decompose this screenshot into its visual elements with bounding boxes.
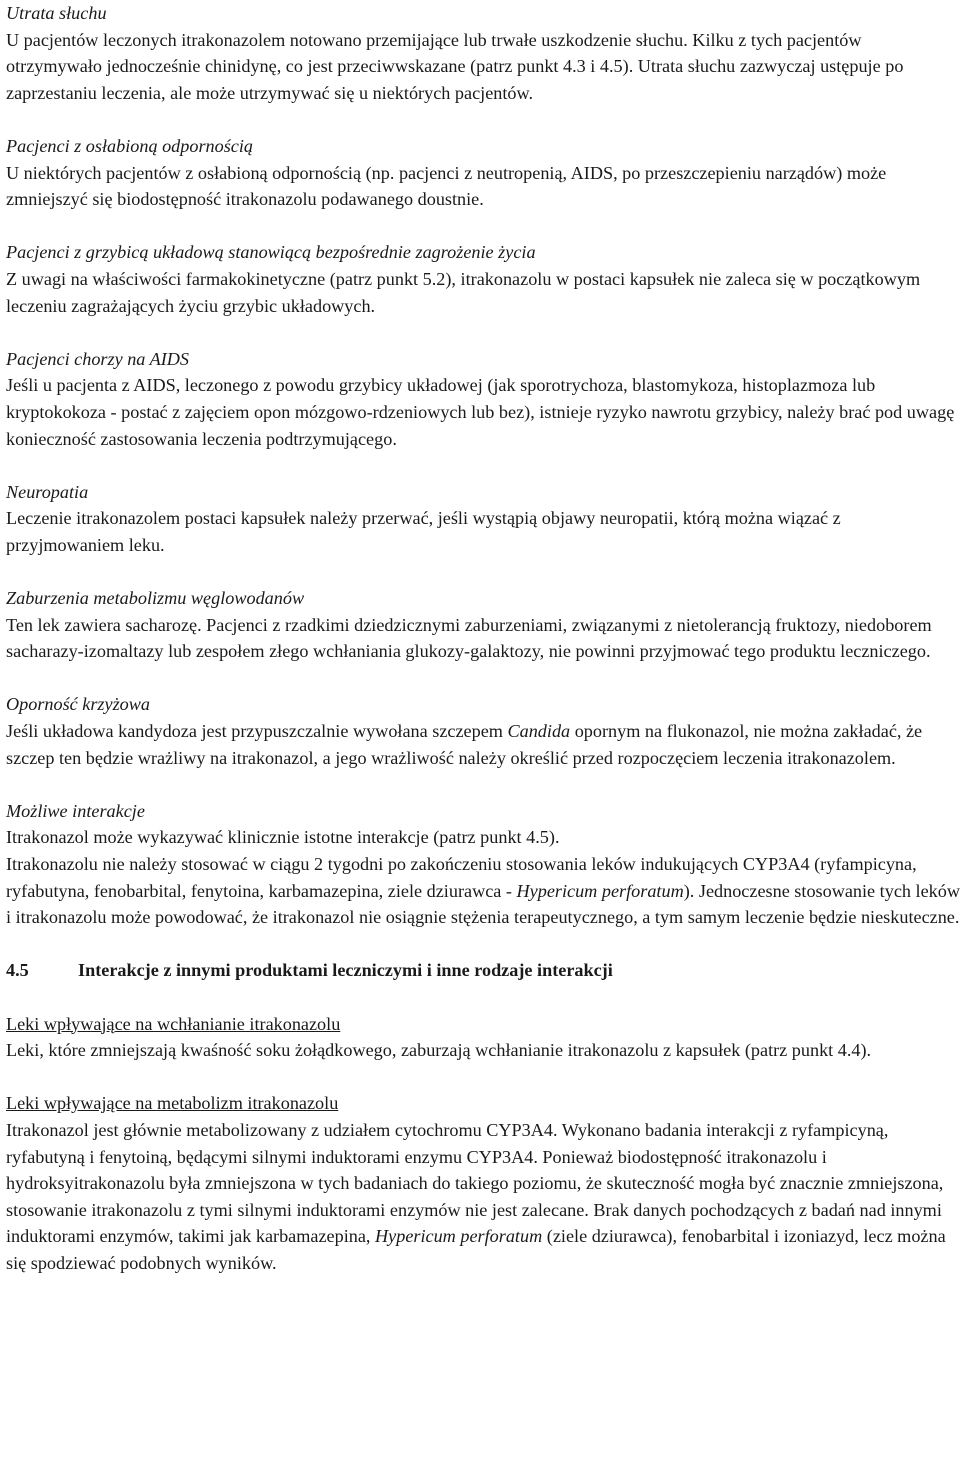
section-heading: Pacjenci z grzybicą układową stanowiącą bezpośrednie zagrożenie życia [6,242,536,263]
paragraph: Leki, które zmniejszają kwaśność soku żołądkowego, zaburzają wchłanianie itrakonazolu z kapsułek (patrz punkt 4.4). [6,1040,872,1061]
paragraph: Jeśli u pacjenta z AIDS, leczonego z powodu grzybicy układowej (jak sporotrychoza, blastomykoza, histoplazmoza lub kryptokokoza - postać z zajęciem opon mózgowo-rdzeniowych lub bez), istnieje ryzyko nawrotu grzybicy, należy brać pod uwagę konieczność zastosowania leczenia podtrzymującego. [6,375,955,449]
section-heading: Zaburzenia metabolizmu węglowodanów [6,588,305,609]
text-run: (ziele dziurawca), fenobarbital i izoniazyd, lecz można się spodziewać podobnych wyników. [6,1226,946,1273]
section-heading: Pacjenci chorzy na AIDS [6,348,190,369]
section-systemic-mycosis [6,239,960,319]
section-heading: Pacjenci z osłabioną odpornością [6,135,254,156]
section-title [6,957,960,984]
section-title-text: Interakcje z innymi produktami leczniczymi i inne rodzaje interakcji [78,960,613,981]
text-run: Itrakonazol jest głównie metabolizowany z udziałem cytochromu CYP3A4. Wykonano badania interakcji z ryfampicyną, ryfabutyną i fenytoiną, będącymi silnymi induktorami enzymu CYP3A4. Ponieważ biodostępność itrakonazolu i hydroksyitrakonazolu była zmniejszona w tych badaniach do takiego poziomu, że skuteczność mogła być znacznie zmniejszona, stosowanie itrakonazolu z tymi silnymi induktorami enzymów nie jest zalecane. Brak danych pochodzących z badań nad innymi induktorami enzymów, takimi jak karbamazepina, [6,1119,944,1247]
italic-term: Candida [507,721,571,742]
section-heading: Utrata słuchu [6,3,107,23]
section-heading: Leki wpływające na wchłanianie itrakonazolu [6,1013,341,1034]
section-immunocompromised [6,133,960,213]
section-heading: Neuropatia [6,481,89,502]
italic-term: Hypericum perforatum [516,880,684,901]
section-carbohydrate-metabolism [6,585,960,665]
paragraph: U pacjentów leczonych itrakonazolem notowano przemijające lub trwałe uszkodzenie słuchu. Kilku z tych pacjentów otrzymywało jednocześnie chinidynę, co jest przeciwwskazane (patrz punkt 4.3 i 4.5). Utrata słuchu zazwyczaj ustępuje po zaprzestaniu leczenia, ale może utrzymywać się u niektórych pacjentów. [6,29,904,103]
paragraph: Leczenie itrakonazolem postaci kapsułek należy przerwać, jeśli wystąpią objawy neuropatii, którą można wiązać z przyjmowaniem leku. [6,508,841,555]
section-aids-patients [6,346,960,452]
paragraph: Z uwagi na właściwości farmakokinetyczne (patrz punkt 5.2), itrakonazolu w postaci kapsułek nie zaleca się w początkowym leczeniu zagrażających życiu grzybic układowych. [6,268,921,316]
section-4-5 [6,957,960,984]
section-possible-interactions [6,798,960,931]
paragraph: U niektórych pacjentów z osłabioną odpornością (np. pacjenci z neutropenią, AIDS, po przeszczepieniu narządów) może zmniejszyć się biodostępność itrakonazolu podawanego doustnie. [6,162,887,210]
text-run: ). Jednoczesne stosowanie tych leków i itrakonazolu może powodować, że itrakonazol nie osiągnie stężenia terapeutycznego, a tym samym leczenie będzie nieskuteczne. [6,880,960,928]
paragraph [6,1117,960,1277]
section-cross-resistance [6,691,960,771]
text-run: opornym na flukonazol, nie można zakładać, że szczep ten będzie wrażliwy na itrakonazol, a jego wrażliwość należy określić przed rozpoczęciem leczenia itrakonazolem. [6,721,923,768]
section-number: 4.5 [6,960,29,981]
paragraph [6,718,960,771]
section-heading: Leki wpływające na metabolizm itrakonazolu [6,1093,339,1114]
text-run: Itrakonazolu nie należy stosować w ciągu 2 tygodni po zakończeniu stosowania leków indukujących CYP3A4 (ryfampicyna, ryfabutyna, fenobarbital, fenytoina, karbamazepina, ziele dziurawca - [6,854,917,901]
section-neuropathy [6,479,960,559]
italic-term: Hypericum perforatum [375,1226,543,1247]
section-metabolism [6,1090,960,1276]
section-absorption [6,1011,960,1064]
paragraph: Ten lek zawiera sacharozę. Pacjenci z rzadkimi dziedzicznymi zaburzeniami, związanymi z nietolerancją fruktozy, niedoborem sacharazy-izomaltazy lub zespołem złego wchłaniania glukozy-galaktozy, nie powinni przyjmować tego produktu leczniczego. [6,614,932,662]
paragraph: Itrakonazol może wykazywać klinicznie istotne interakcje (patrz punkt 4.5). [6,827,560,848]
text-run: Jeśli układowa kandydoza jest przypuszczalnie wywołana szczepem [6,721,508,742]
section-heading: Oporność krzyżowa [6,694,150,715]
section-heading: Możliwe interakcje [6,800,145,821]
paragraph [6,851,960,931]
section-hearing-loss [6,0,960,106]
